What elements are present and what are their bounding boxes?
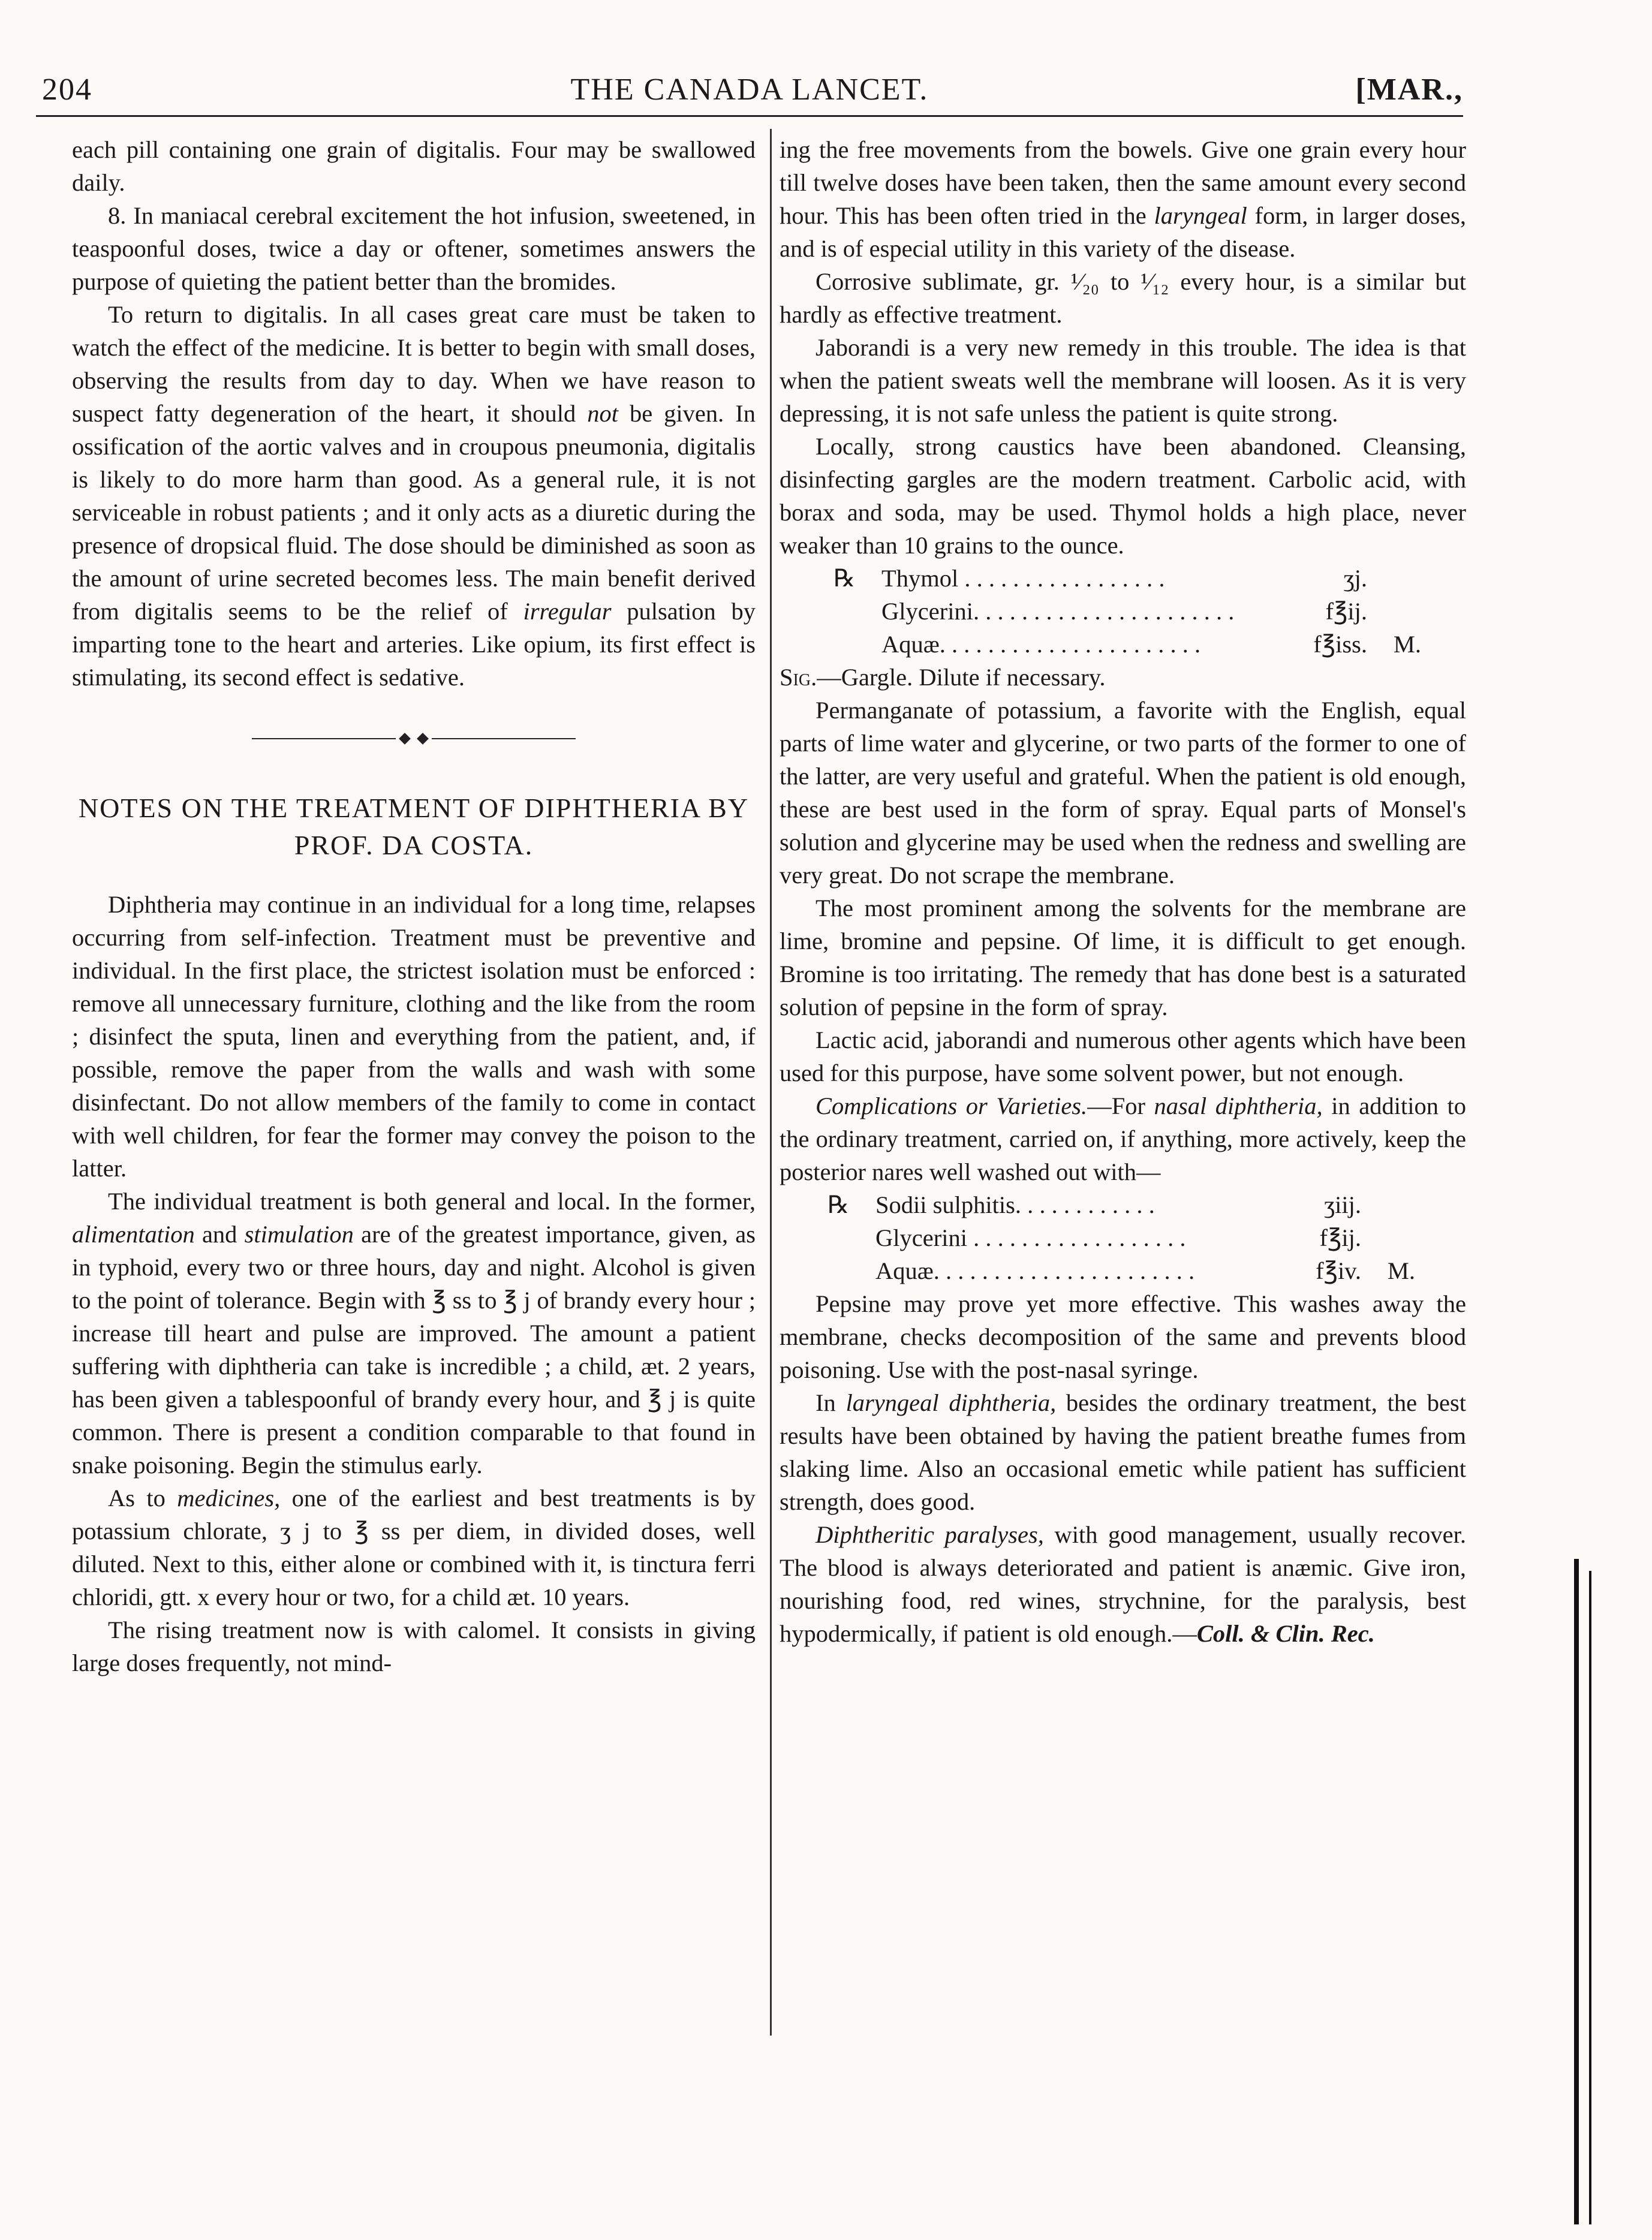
issue-date: [MAR., <box>1355 73 1463 107</box>
column-divider <box>770 129 772 2036</box>
prescription-line: Glycerini . . . . . . . . . . . . . . . . . . f℥ij. <box>875 1224 1361 1251</box>
recipe-symbol: ℞ <box>827 1191 850 1218</box>
signature-instruction: Sig.—Gargle. Dilute if necessary. <box>780 664 1106 691</box>
emphasis: not <box>587 400 618 427</box>
paragraph: each pill containing one grain of digitalis. Four may be swallowed daily. <box>72 136 756 196</box>
paragraph: Permanganate of potassium, a favorite with the English, equal parts of lime water and glycerine, or two parts of the former to one of the latter, are very useful and grateful. When the patient is old enough, these are best used in the form of spray. Equal parts of Monsel's solution and glycerine may be used when the redness and swelling are very great. Do not scrape the membrane. <box>780 697 1466 889</box>
prescription-line: ℞ Thymol . . . . . . . . . . . . . . . . . ʒj. <box>833 562 1466 595</box>
emphasis: laryngeal diphtheria, <box>845 1389 1057 1416</box>
prescription-nasal-wash <box>827 1188 1466 1287</box>
paragraph: In laryngeal diphtheria, besides the ordinary treatment, the best results have been obtained by having the patient breathe fumes from slaking lime. Also an occasional emetic while patient has sufficient strength, does good. <box>780 1389 1467 1515</box>
left-column <box>72 133 756 1679</box>
emphasis: Complications or Varieties. <box>816 1092 1088 1119</box>
emphasis: nasal diphtheria, <box>1154 1092 1323 1119</box>
paragraph: The rising treatment now is with calomel. It consists in giving large doses frequently, not mind- <box>72 1616 756 1676</box>
page-edge-mark-thin <box>1589 1571 1591 2224</box>
emphasis: irregular <box>523 598 612 625</box>
prescription-line: Glycerini. . . . . . . . . . . . . . . . . . . . . . f℥ij. <box>881 598 1367 625</box>
recipe-symbol: ℞ <box>833 565 856 592</box>
prescription-line: Aquæ. . . . . . . . . . . . . . . . . . . . . . f℥iv. M. <box>875 1257 1415 1284</box>
journal-title: THE CANADA LANCET. <box>570 73 929 107</box>
page-edge-mark <box>1574 1559 1579 2224</box>
paragraph: 8. In maniacal cerebral excitement the hot infusion, sweetened, in teaspoonful doses, twice a day or oftener, sometimes answers the purpose of quieting the patient better than the bromides. <box>72 202 756 295</box>
paragraph: Diphtheritic paralyses, with good management, usually recover. The blood is always deteriorated and patient is anæmic. Give iron, nourishing food, red wines, strychnine, for the paralysis, best hypodermically, if patient is old enough.—Coll. & Clin. Rec. <box>780 1521 1466 1647</box>
header-rule <box>36 115 1463 117</box>
paragraph: Corrosive sublimate, gr. ¹⁄₂₀ to ¹⁄₁₂ every hour, is a similar but hardly as effective treatment. <box>780 268 1466 328</box>
paragraph: The individual treatment is both general and local. In the former, alimentation and stimulation are of the greatest importance, given, as in typhoid, every two or three hours, day and night. Alcohol is given to the point of tolerance. Begin with ℥ ss to ℥ j of brandy every hour ; increase till heart and pulse are improved. The amount a patient suffering with diphtheria can take is incredible ; a child, æt. 2 years, has been given a tablespoonful of brandy every hour, and ℥ j is quite common. There is present a condition comparable to that found in snake poisoning. Begin the stimulus early. <box>72 1188 756 1479</box>
paragraph: To return to digitalis. In all cases great care must be taken to watch the effect of the medicine. It is better to begin with small doses, observing the results from day to day. When we have reason to suspect fatty degeneration of the heart, it should not be given. In ossification of the aortic valves and in croupous pneumonia, digitalis is likely to do more harm than good. As a general rule, it is not serviceable in robust patients ; and it only acts as a diuretic during the presence of dropsical fluid. The dose should be diminished as soon as the amount of urine secreted becomes less. The main benefit derived from digitalis seems to be the relief of irregular pulsation by imparting tone to the heart and arteries. Like opium, its first effect is stimulating, its second effect is sedative. <box>72 301 756 691</box>
prescription-gargle <box>833 562 1466 661</box>
paragraph: Jaborandi is a very new remedy in this trouble. The idea is that when the patient sweats well the membrane will loosen. As it is very depressing, it is not safe unless the patient is quite strong. <box>780 334 1466 427</box>
emphasis: laryngeal <box>1154 202 1247 229</box>
paragraph: As to medicines, one of the earliest and best treatments is by potassium chlorate, ʒ j to ℥ ss per diem, in divided doses, well diluted. Next to this, either alone or combined with it, is tinctura ferri chloridi, gtt. x every hour or two, for a child æt. 10 years. <box>72 1485 756 1610</box>
paragraph: Pepsine may prove yet more effective. This washes away the membrane, checks decomposition of the same and prevents blood poisoning. Use with the post-nasal syringe. <box>780 1290 1466 1383</box>
paragraph: The most prominent among the solvents for the membrane are lime, bromine and pepsine. Of lime, it is difficult to get enough. Bromine is too irritating. The remedy that has done best is a saturated solution of pepsine in the form of spray. <box>780 895 1466 1020</box>
article-heading: NOTES ON THE TREATMENT OF DIPHTHERIA BY PROF. DA COSTA. <box>78 793 750 860</box>
paragraph: Complications or Varieties.—For nasal diphtheria, in addition to the ordinary treatment, carried on, if anything, more actively, keep the posterior nares well washed out with— <box>780 1092 1466 1185</box>
prescription-line: ℞ Sodii sulphitis. . . . . . . . . . . . ʒiij. <box>827 1188 1466 1221</box>
right-column <box>780 133 1466 1650</box>
paragraph: ing the free movements from the bowels. Give one grain every hour till twelve doses have been taken, then the same amount every second hour. This has been often tried in the laryngeal form, in larger doses, and is of especial utility in this variety of the disease. <box>780 136 1467 262</box>
paragraph: Diphtheria may continue in an individual for a long time, relapses occurring from self-infection. Treatment must be preventive and individual. In the first place, the strictest isolation must be enforced : remove all unnecessary furniture, clothing and the like from the room ; disinfect the sputa, linen and everything from the patient, and, if possible, remove the paper from the walls and wash with some disinfectant. Do not allow members of the family to come in contact with well children, for fear the former may convey the poison to the latter. <box>72 891 756 1182</box>
prescription-line: Aquæ. . . . . . . . . . . . . . . . . . . . . . f℥iss. M. <box>881 631 1421 658</box>
page-header <box>36 54 1463 114</box>
emphasis: Diphtheritic paralyses, <box>816 1521 1044 1548</box>
paragraph: Lactic acid, jaborandi and numerous other agents which have been used for this purpose, have some solvent power, but not enough. <box>780 1026 1466 1086</box>
paragraph: Locally, strong caustics have been abandoned. Cleansing, disinfecting gargles are the modern treatment. Carbolic acid, with borax and soda, may be used. Thymol holds a high place, never weaker than 10 grains to the ounce. <box>780 433 1466 559</box>
source-citation: Coll. & Clin. Rec. <box>1196 1620 1375 1647</box>
section-ornament <box>72 694 756 784</box>
page-number: 204 <box>42 73 92 107</box>
emphasis: medicines, <box>177 1485 281 1512</box>
emphasis: stimulation <box>244 1221 354 1248</box>
emphasis: alimentation <box>72 1221 195 1248</box>
